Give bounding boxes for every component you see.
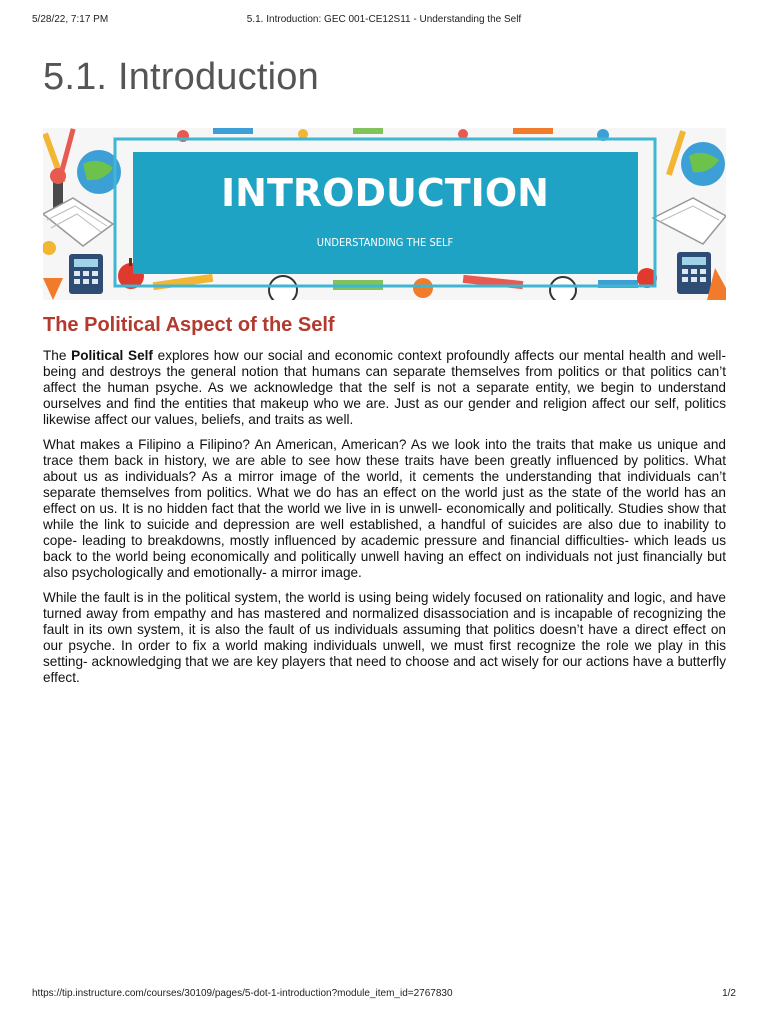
left-decorations xyxy=(43,128,144,300)
paragraph-2: What makes a Filipino a Filipino? An American, American? As we look into the traits that make us unique and trace them back in history, we are able to see how these traits have been greatly influenced by politics. What about us as individuals? As a mirror image of the world, it cements the understanding that individuals can’t separate themselves from politics. What we do has an effect on the world just as the state of the world has an effect on us. It is no hidden fact that the world we live in is unwell- economically and politically. Studies show that while the link to suicide and depression are well established, a handful of suicides are also due to inability to cope- leading to breakdowns, mostly influenced by academic pressure and financial difficulties- which leads us back to the world being economically and politically unwell having an effect on individuals not just financially but also psychologically and emotionally- a mirror image. xyxy=(43,437,726,580)
page-number: 1/2 xyxy=(722,988,736,999)
page-title: 5.1. Introduction xyxy=(43,56,319,98)
print-header xyxy=(32,14,736,28)
print-date: 5/28/22, 7:17 PM xyxy=(32,14,109,25)
paragraph-1-text: explores how our social and economic context profoundly affects our mental health and well-being and destroys the general notion that humans can separate themselves from politics or that politics can’t affect the human psyche. As we acknowledge that the self is not a separate entity, we begin to understand ourselves and find the entities that makeup who we are. Just as our gender and religion affect our self, politics likewise affect our values, beliefs, and traits as well. xyxy=(43,348,726,427)
right-decorations xyxy=(637,130,726,300)
banner-illustration xyxy=(43,128,726,300)
paragraph-1 xyxy=(43,348,726,428)
section-heading: The Political Aspect of the Self xyxy=(43,314,335,336)
banner-title: INTRODUCTION xyxy=(221,171,549,215)
print-footer xyxy=(32,988,736,1002)
political-self-term: Political Self xyxy=(71,348,153,363)
introduction-banner xyxy=(43,128,726,300)
banner-subtitle: UNDERSTANDING THE SELF xyxy=(316,236,454,249)
print-page-title: 5.1. Introduction: GEC 001-CE12S11 - Understanding the Self xyxy=(246,14,522,25)
paragraph-1-prefix: The xyxy=(43,348,72,363)
print-url: https://tip.instructure.com/courses/30109/pages/5-dot-1-introduction?module_item_id=2767830 xyxy=(32,988,453,999)
article-body xyxy=(43,348,726,695)
paragraph-3: While the fault is in the political system, the world is using being widely focused on rationality and logic, and have turned away from empathy and has mastered and normalized disassociation and is incapable of recognizing the fault in its own system, it is also the fault of us individuals assuming that politics doesn’t have a direct effect on our psyche. In order to fix a world making individuals unwell, we must first recognize the role we play in this setting- acknowledging that we are key players that need to choose and act wisely for our actions have a butterfly effect. xyxy=(43,590,726,685)
